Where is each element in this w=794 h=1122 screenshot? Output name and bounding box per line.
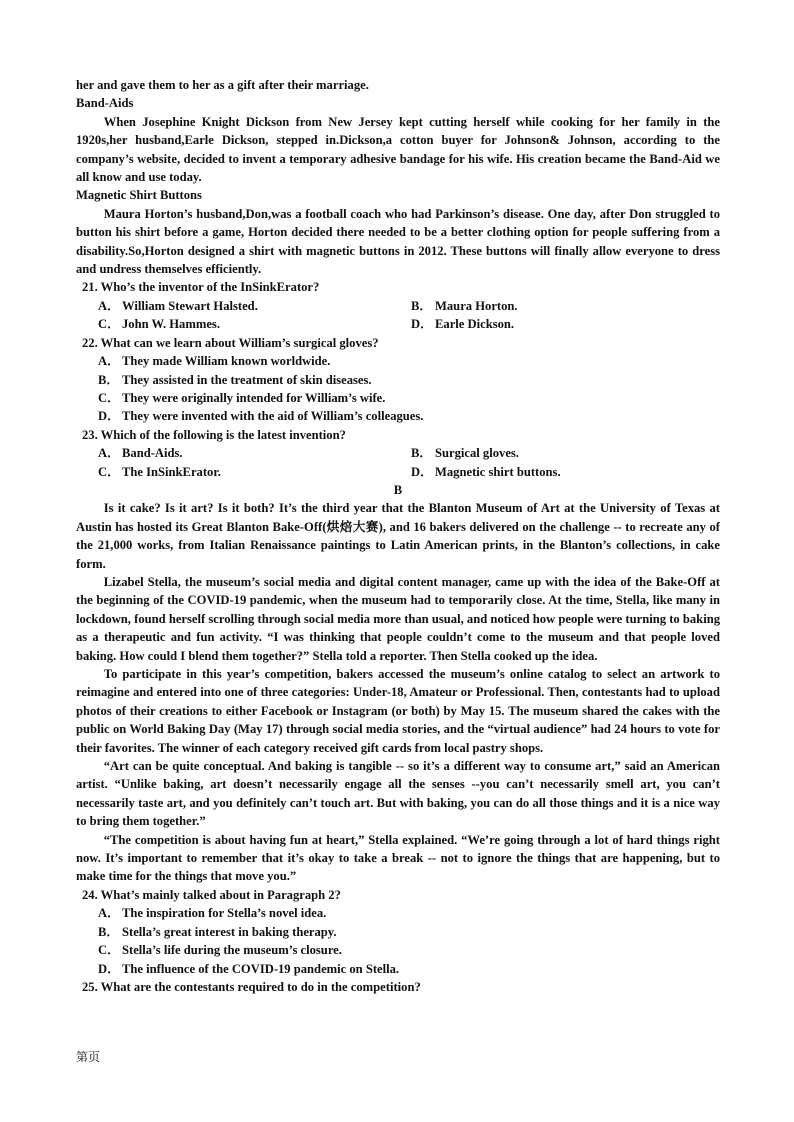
option-21-a: A． William Stewart Halsted. — [98, 298, 258, 313]
question-25: 25. What are the contestants required to do in the competition? — [82, 979, 421, 994]
question-22-options — [76, 352, 720, 426]
question-21: 21. Who’s the inventor of the InSinkErator? — [82, 280, 320, 295]
question-23: 23. Which of the following is the latest invention? — [82, 427, 346, 442]
question-22: 22. What can we learn about William’s surgical gloves? — [82, 335, 379, 350]
section-b-heading: B — [393, 482, 403, 497]
option-23-c: C． The InSinkErator. — [98, 464, 221, 479]
option-24-c: C． Stella’s life during the museum’s closure. — [98, 943, 342, 958]
option-24-d: D． The influence of the COVID-19 pandemic on Stella. — [98, 961, 400, 976]
option-22-a: A． They made William known worldwide. — [98, 354, 331, 369]
intro-line: her and gave them to her as a gift after their marriage. — [76, 78, 369, 92]
heading-band-aids: Band-Aids — [76, 96, 134, 111]
option-21-b: B． Maura Horton. — [411, 298, 518, 313]
heading-magnetic-buttons: Magnetic Shirt Buttons — [76, 188, 202, 203]
passage-b-paragraph-3: To participate in this year’s competition, bakers accessed the museum’s online catalog to select an artwork to reimagine and entered into one of three categories: Under-18, Amateur or Professional. Then, contestants had to upload photos of their creations to either Facebook or Instagram (or both) by May 15. The museum shared the cakes with the public on World Baking Day (May 17) through social media stories, and the “virtual audience” had 24 hours to vote for their favorites. The winner of each category received gift cards from local pastry shops. — [76, 667, 720, 755]
option-22-c: C． They were originally intended for William’s wife. — [98, 390, 386, 405]
option-24-b: B． Stella’s great interest in baking therapy. — [98, 924, 337, 939]
option-22-d: D． They were invented with the aid of William’s colleagues. — [98, 409, 424, 424]
question-24: 24. What’s mainly talked about in Paragraph 2? — [82, 887, 341, 902]
paragraph-band-aids: When Josephine Knight Dickson from New Jersey kept cutting herself while cooking for her family in the 1920s,her husband,Earle Dickson, stepped in.Dickson,a cotton buyer for Johnson& Johnson, according to the company’s website, decided to invent a temporary adhesive bandage for his wife. His creation became the Band-Aid we all know and use today. — [76, 114, 720, 185]
page-footer: 第页 — [76, 1050, 101, 1064]
question-24-options — [76, 904, 720, 978]
option-23-d: D． Magnetic shirt buttons. — [411, 464, 561, 479]
passage-b-paragraph-2: Lizabel Stella, the museum’s social media and digital content manager, came up with the idea of the Bake-Off at the beginning of the COVID-19 pandemic, when the museum had to temporarily close. At the time, Stella, like many in lockdown, found herself scrolling through social media more than usual, and noticed how people were turning to baking as a therapeutic and fun activity. “I was thinking that people couldn’t come to the museum and that people loved baking. How could I blend them together?” Stella told a reporter. Then Stella cooked up the idea. — [76, 574, 720, 663]
question-21-options — [76, 297, 720, 334]
question-23-options — [76, 444, 720, 481]
option-22-b: B． They assisted in the treatment of skin diseases. — [98, 372, 372, 387]
option-24-a: A． The inspiration for Stella’s novel idea. — [98, 906, 327, 921]
option-21-c: C． John W. Hammes. — [98, 317, 220, 332]
passage-b-paragraph-5: “The competition is about having fun at heart,” Stella explained. “We’re going through a lot of hard things right now. It’s important to remember that it’s okay to take a break -- not to ignore the things that are happening, but to make time for the things that move you.” — [76, 832, 720, 884]
option-21-d: D． Earle Dickson. — [411, 317, 515, 332]
passage-b-paragraph-4: “Art can be quite conceptual. And baking is tangible -- so it’s a different way to consume art,” said an American artist. “Unlike baking, art doesn’t necessarily engage all the senses --you can’t necessarily smell art, you can’t necessarily taste art, and you definitely can’t touch art. But with baking, you can do all those things and it is a nice way to bring them together.” — [76, 759, 720, 829]
option-23-a: A． Band-Aids. — [98, 446, 183, 461]
document-page — [76, 76, 720, 996]
paragraph-magnetic-buttons: Maura Horton’s husband,Don,was a football coach who had Parkinson’s disease. One day, after Don struggled to button his shirt before a game, Horton decided there needed to be a better clothing option for people suffering from a disability.So,Horton designed a shirt with magnetic buttons in 2012. These buttons will finally allow everyone to dress and undress themselves efficiently. — [76, 206, 720, 277]
option-23-b: B． Surgical gloves. — [411, 446, 519, 461]
passage-b-paragraph-1: Is it cake? Is it art? Is it both? It’s the third year that the Blanton Museum of Art at the University of Texas at Austin has hosted its Great Blanton Bake-Off(烘焙大赛), and 16 bakers delivered on the challenge -- to recreate any of the 21,000 works, from Italian Renaissance paintings to Latin American prints, in the Blanton’s collections, in cake form. — [76, 501, 720, 571]
